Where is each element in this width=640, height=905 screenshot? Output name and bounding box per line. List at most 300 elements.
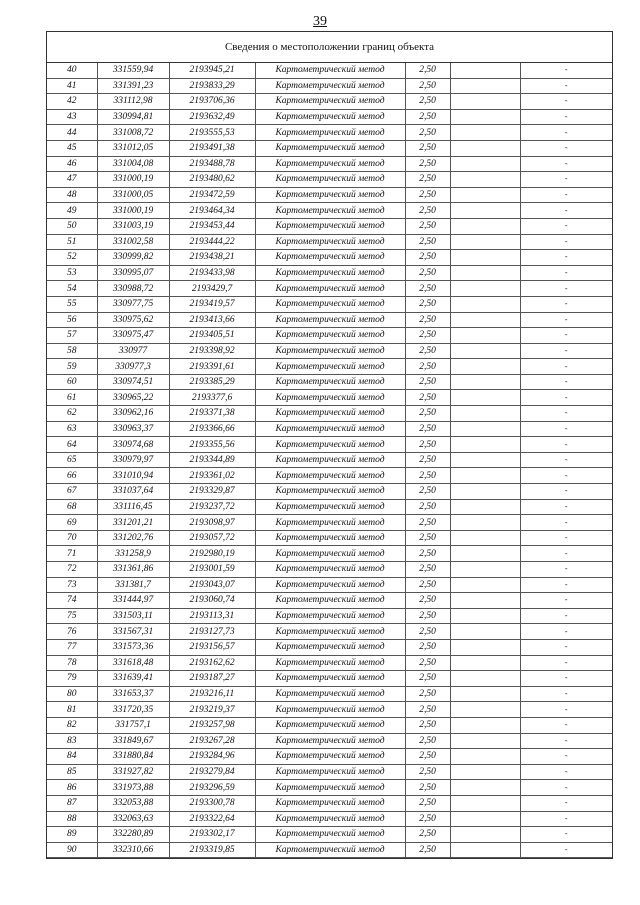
cell-precision: 2,50 [405, 593, 450, 609]
cell-coord-x: 331567,31 [97, 624, 169, 640]
cell-coord-y: 2193429,7 [169, 281, 255, 297]
cell-precision: 2,50 [405, 343, 450, 359]
cell-point-number: 45 [47, 140, 97, 156]
cell-coord-y: 2193098,97 [169, 515, 255, 531]
cell-method: Картометрический метод [255, 593, 405, 609]
cell-coord-y: 2193237,72 [169, 499, 255, 515]
cell-coord-y: 2193405,51 [169, 328, 255, 344]
cell-precision: 2,50 [405, 484, 450, 500]
cell-coord-y: 2193216,11 [169, 686, 255, 702]
cell-description [450, 515, 520, 531]
cell-note: - [520, 421, 612, 437]
cell-coord-x: 330965,22 [97, 390, 169, 406]
cell-note: - [520, 686, 612, 702]
cell-description [450, 671, 520, 687]
cell-coord-y: 2193491,38 [169, 140, 255, 156]
cell-point-number: 43 [47, 109, 97, 125]
cell-precision: 2,50 [405, 187, 450, 203]
cell-description [450, 484, 520, 500]
cell-coord-x: 331757,1 [97, 717, 169, 733]
cell-note: - [520, 187, 612, 203]
cell-point-number: 60 [47, 374, 97, 390]
cell-method: Картометрический метод [255, 842, 405, 858]
cell-precision: 2,50 [405, 421, 450, 437]
cell-coord-y: 2193371,38 [169, 406, 255, 422]
cell-coord-x: 331116,45 [97, 499, 169, 515]
cell-precision: 2,50 [405, 234, 450, 250]
cell-point-number: 74 [47, 593, 97, 609]
cell-coord-x: 330962,16 [97, 406, 169, 422]
cell-precision: 2,50 [405, 546, 450, 562]
cell-point-number: 75 [47, 608, 97, 624]
cell-method: Картометрический метод [255, 187, 405, 203]
cell-point-number: 88 [47, 811, 97, 827]
table-row [47, 795, 612, 811]
cell-note: - [520, 328, 612, 344]
cell-method: Картометрический метод [255, 234, 405, 250]
cell-method: Картометрический метод [255, 218, 405, 234]
cell-coord-y: 2193444,22 [169, 234, 255, 250]
cell-coord-y: 2193555,53 [169, 125, 255, 141]
cell-method: Картометрический метод [255, 671, 405, 687]
table-row [47, 109, 612, 125]
cell-coord-y: 2193060,74 [169, 593, 255, 609]
cell-method: Картометрический метод [255, 140, 405, 156]
table-row [47, 187, 612, 203]
cell-description [450, 562, 520, 578]
cell-coord-y: 2193632,49 [169, 109, 255, 125]
cell-precision: 2,50 [405, 250, 450, 266]
table-row [47, 328, 612, 344]
cell-coord-y: 2193433,98 [169, 265, 255, 281]
table-row [47, 125, 612, 141]
cell-note: - [520, 624, 612, 640]
cell-point-number: 57 [47, 328, 97, 344]
cell-coord-x: 331010,94 [97, 468, 169, 484]
cell-coord-y: 2193385,29 [169, 374, 255, 390]
cell-description [450, 78, 520, 94]
cell-note: - [520, 639, 612, 655]
table-row [47, 499, 612, 515]
cell-description [450, 577, 520, 593]
cell-point-number: 53 [47, 265, 97, 281]
cell-coord-y: 2193113,31 [169, 608, 255, 624]
cell-precision: 2,50 [405, 265, 450, 281]
cell-coord-x: 330975,47 [97, 328, 169, 344]
cell-precision: 2,50 [405, 328, 450, 344]
cell-coord-y: 2193706,36 [169, 94, 255, 110]
cell-point-number: 63 [47, 421, 97, 437]
cell-coord-x: 331503,11 [97, 608, 169, 624]
cell-coord-y: 2193162,62 [169, 655, 255, 671]
cell-note: - [520, 717, 612, 733]
table-row [47, 374, 612, 390]
cell-coord-y: 2193480,62 [169, 172, 255, 188]
cell-precision: 2,50 [405, 639, 450, 655]
cell-precision: 2,50 [405, 624, 450, 640]
cell-description [450, 811, 520, 827]
cell-note: - [520, 250, 612, 266]
cell-precision: 2,50 [405, 717, 450, 733]
table-row [47, 764, 612, 780]
cell-coord-y: 2193366,66 [169, 421, 255, 437]
cell-method: Картометрический метод [255, 717, 405, 733]
cell-point-number: 83 [47, 733, 97, 749]
cell-precision: 2,50 [405, 281, 450, 297]
cell-precision: 2,50 [405, 530, 450, 546]
cell-point-number: 82 [47, 717, 97, 733]
cell-description [450, 608, 520, 624]
cell-coord-x: 331008,72 [97, 125, 169, 141]
cell-coord-y: 2193284,96 [169, 749, 255, 765]
cell-point-number: 89 [47, 827, 97, 843]
table-row [47, 827, 612, 843]
cell-precision: 2,50 [405, 125, 450, 141]
cell-coord-x: 330977,75 [97, 296, 169, 312]
cell-coord-y: 2193300,78 [169, 795, 255, 811]
cell-point-number: 40 [47, 63, 97, 78]
cell-coord-x: 331639,41 [97, 671, 169, 687]
table-row [47, 484, 612, 500]
cell-method: Картометрический метод [255, 733, 405, 749]
cell-description [450, 312, 520, 328]
cell-point-number: 85 [47, 764, 97, 780]
cell-method: Картометрический метод [255, 63, 405, 78]
cell-point-number: 78 [47, 655, 97, 671]
cell-method: Картометрический метод [255, 562, 405, 578]
cell-point-number: 72 [47, 562, 97, 578]
cell-coord-y: 2193398,92 [169, 343, 255, 359]
cell-coord-x: 331444,97 [97, 593, 169, 609]
cell-precision: 2,50 [405, 94, 450, 110]
cell-note: - [520, 842, 612, 858]
cell-note: - [520, 406, 612, 422]
cell-description [450, 406, 520, 422]
cell-description [450, 530, 520, 546]
cell-point-number: 59 [47, 359, 97, 375]
cell-description [450, 390, 520, 406]
cell-method: Картометрический метод [255, 250, 405, 266]
cell-point-number: 70 [47, 530, 97, 546]
cell-description [450, 109, 520, 125]
cell-precision: 2,50 [405, 452, 450, 468]
cell-coord-x: 331720,35 [97, 702, 169, 718]
table-row [47, 780, 612, 796]
cell-coord-x: 331037,64 [97, 484, 169, 500]
cell-method: Картометрический метод [255, 78, 405, 94]
cell-precision: 2,50 [405, 218, 450, 234]
cell-coord-x: 331361,86 [97, 562, 169, 578]
cell-coord-x: 332063,63 [97, 811, 169, 827]
table-row [47, 281, 612, 297]
cell-coord-y: 2192980,19 [169, 546, 255, 562]
cell-precision: 2,50 [405, 156, 450, 172]
cell-point-number: 54 [47, 281, 97, 297]
cell-coord-y: 2193319,85 [169, 842, 255, 858]
cell-description [450, 827, 520, 843]
cell-method: Картометрический метод [255, 109, 405, 125]
cell-coord-y: 2193833,29 [169, 78, 255, 94]
cell-method: Картометрический метод [255, 265, 405, 281]
cell-coord-x: 332280,89 [97, 827, 169, 843]
cell-description [450, 296, 520, 312]
cell-coord-x: 331381,7 [97, 577, 169, 593]
cell-method: Картометрический метод [255, 328, 405, 344]
cell-note: - [520, 608, 612, 624]
cell-note: - [520, 468, 612, 484]
cell-point-number: 71 [47, 546, 97, 562]
cell-note: - [520, 530, 612, 546]
cell-coord-y: 2193257,98 [169, 717, 255, 733]
cell-coord-x: 331002,58 [97, 234, 169, 250]
cell-method: Картометрический метод [255, 702, 405, 718]
cell-note: - [520, 795, 612, 811]
cell-precision: 2,50 [405, 312, 450, 328]
cell-method: Картометрический метод [255, 296, 405, 312]
cell-precision: 2,50 [405, 359, 450, 375]
cell-note: - [520, 140, 612, 156]
cell-note: - [520, 577, 612, 593]
cell-note: - [520, 94, 612, 110]
table-row [47, 265, 612, 281]
table-row [47, 203, 612, 219]
cell-note: - [520, 515, 612, 531]
cell-coord-x: 330988,72 [97, 281, 169, 297]
cell-note: - [520, 78, 612, 94]
cell-coord-x: 330975,62 [97, 312, 169, 328]
cell-description [450, 374, 520, 390]
cell-coord-y: 2193361,02 [169, 468, 255, 484]
cell-coord-y: 2193377,6 [169, 390, 255, 406]
table-row [47, 593, 612, 609]
cell-coord-y: 2193344,89 [169, 452, 255, 468]
cell-precision: 2,50 [405, 655, 450, 671]
cell-method: Картометрический метод [255, 811, 405, 827]
table-row [47, 359, 612, 375]
cell-method: Картометрический метод [255, 156, 405, 172]
cell-note: - [520, 437, 612, 453]
cell-method: Картометрический метод [255, 655, 405, 671]
table-row [47, 702, 612, 718]
cell-description [450, 359, 520, 375]
table-row [47, 842, 612, 858]
cell-coord-x: 331391,23 [97, 78, 169, 94]
cell-note: - [520, 109, 612, 125]
cell-point-number: 58 [47, 343, 97, 359]
cell-coord-y: 2193219,37 [169, 702, 255, 718]
cell-method: Картометрический метод [255, 686, 405, 702]
cell-coord-x: 332310,66 [97, 842, 169, 858]
cell-coord-x: 331201,21 [97, 515, 169, 531]
cell-precision: 2,50 [405, 468, 450, 484]
cell-precision: 2,50 [405, 811, 450, 827]
cell-point-number: 65 [47, 452, 97, 468]
table-row [47, 608, 612, 624]
table-row [47, 234, 612, 250]
cell-coord-y: 2193322,64 [169, 811, 255, 827]
cell-coord-x: 330994,81 [97, 109, 169, 125]
table-row [47, 312, 612, 328]
cell-point-number: 67 [47, 484, 97, 500]
cell-point-number: 76 [47, 624, 97, 640]
cell-description [450, 717, 520, 733]
table-row [47, 94, 612, 110]
cell-coord-y: 2193279,84 [169, 764, 255, 780]
cell-precision: 2,50 [405, 63, 450, 78]
cell-method: Картометрический метод [255, 421, 405, 437]
table-row [47, 296, 612, 312]
cell-method: Картометрический метод [255, 172, 405, 188]
cell-coord-x: 331618,48 [97, 655, 169, 671]
table-row [47, 671, 612, 687]
table-row [47, 421, 612, 437]
cell-method: Картометрический метод [255, 312, 405, 328]
cell-method: Картометрический метод [255, 577, 405, 593]
table-row [47, 639, 612, 655]
table-row [47, 172, 612, 188]
table-row [47, 562, 612, 578]
cell-note: - [520, 780, 612, 796]
cell-note: - [520, 484, 612, 500]
cell-point-number: 64 [47, 437, 97, 453]
cell-method: Картометрический метод [255, 452, 405, 468]
cell-coord-x: 330977,3 [97, 359, 169, 375]
cell-coord-x: 331880,84 [97, 749, 169, 765]
cell-point-number: 50 [47, 218, 97, 234]
cell-description [450, 281, 520, 297]
cell-coord-y: 2193355,56 [169, 437, 255, 453]
table-row [47, 78, 612, 94]
cell-point-number: 84 [47, 749, 97, 765]
cell-note: - [520, 546, 612, 562]
cell-description [450, 156, 520, 172]
cell-method: Картометрический метод [255, 624, 405, 640]
cell-coord-x: 331573,36 [97, 639, 169, 655]
table-row [47, 406, 612, 422]
cell-precision: 2,50 [405, 827, 450, 843]
cell-description [450, 764, 520, 780]
cell-method: Картометрический метод [255, 764, 405, 780]
cell-method: Картометрический метод [255, 468, 405, 484]
cell-coord-x: 331849,67 [97, 733, 169, 749]
cell-coord-y: 2193419,57 [169, 296, 255, 312]
table-row [47, 218, 612, 234]
cell-description [450, 265, 520, 281]
cell-precision: 2,50 [405, 406, 450, 422]
cell-coord-x: 330999,82 [97, 250, 169, 266]
boundary-coordinates-sheet [46, 31, 613, 859]
cell-description [450, 203, 520, 219]
cell-coord-y: 2193438,21 [169, 250, 255, 266]
cell-coord-y: 2193329,87 [169, 484, 255, 500]
cell-coord-x: 331003,19 [97, 218, 169, 234]
cell-method: Картометрический метод [255, 546, 405, 562]
cell-method: Картометрический метод [255, 359, 405, 375]
cell-coord-y: 2193464,34 [169, 203, 255, 219]
cell-method: Картометрический метод [255, 281, 405, 297]
cell-point-number: 62 [47, 406, 97, 422]
cell-precision: 2,50 [405, 795, 450, 811]
cell-coord-y: 2193187,27 [169, 671, 255, 687]
cell-precision: 2,50 [405, 172, 450, 188]
cell-coord-x: 331653,37 [97, 686, 169, 702]
cell-coord-x: 331559,94 [97, 63, 169, 78]
cell-description [450, 546, 520, 562]
table-row [47, 468, 612, 484]
cell-method: Картометрический метод [255, 749, 405, 765]
cell-description [450, 187, 520, 203]
cell-note: - [520, 827, 612, 843]
cell-method: Картометрический метод [255, 530, 405, 546]
cell-point-number: 47 [47, 172, 97, 188]
cell-point-number: 68 [47, 499, 97, 515]
table-row [47, 655, 612, 671]
cell-coord-y: 2193413,66 [169, 312, 255, 328]
cell-description [450, 172, 520, 188]
cell-precision: 2,50 [405, 764, 450, 780]
cell-precision: 2,50 [405, 78, 450, 94]
cell-coord-x: 331927,82 [97, 764, 169, 780]
cell-method: Картометрический метод [255, 639, 405, 655]
cell-note: - [520, 63, 612, 78]
cell-coord-x: 330979,97 [97, 452, 169, 468]
cell-coord-y: 2193391,61 [169, 359, 255, 375]
coordinates-table-body [47, 63, 612, 858]
cell-coord-y: 2193127,73 [169, 624, 255, 640]
cell-description [450, 468, 520, 484]
cell-coord-x: 331000,19 [97, 172, 169, 188]
table-row [47, 63, 612, 78]
cell-note: - [520, 671, 612, 687]
cell-method: Картометрический метод [255, 343, 405, 359]
cell-point-number: 66 [47, 468, 97, 484]
cell-note: - [520, 702, 612, 718]
cell-method: Картометрический метод [255, 203, 405, 219]
cell-description [450, 733, 520, 749]
cell-method: Картометрический метод [255, 406, 405, 422]
cell-note: - [520, 359, 612, 375]
table-row [47, 546, 612, 562]
cell-point-number: 44 [47, 125, 97, 141]
cell-coord-x: 330977 [97, 343, 169, 359]
cell-coord-x: 330995,07 [97, 265, 169, 281]
cell-description [450, 343, 520, 359]
cell-point-number: 41 [47, 78, 97, 94]
cell-coord-x: 331000,19 [97, 203, 169, 219]
cell-method: Картометрический метод [255, 484, 405, 500]
cell-point-number: 73 [47, 577, 97, 593]
table-row [47, 140, 612, 156]
cell-coord-y: 2193488,78 [169, 156, 255, 172]
cell-coord-x: 330963,37 [97, 421, 169, 437]
cell-precision: 2,50 [405, 842, 450, 858]
cell-note: - [520, 234, 612, 250]
cell-precision: 2,50 [405, 109, 450, 125]
cell-description [450, 655, 520, 671]
table-row [47, 156, 612, 172]
cell-note: - [520, 172, 612, 188]
table-row [47, 343, 612, 359]
cell-precision: 2,50 [405, 374, 450, 390]
cell-description [450, 437, 520, 453]
cell-point-number: 51 [47, 234, 97, 250]
page-number: 39 [313, 14, 327, 29]
table-row [47, 717, 612, 733]
cell-precision: 2,50 [405, 296, 450, 312]
cell-point-number: 55 [47, 296, 97, 312]
cell-coord-y: 2193302,17 [169, 827, 255, 843]
cell-note: - [520, 374, 612, 390]
